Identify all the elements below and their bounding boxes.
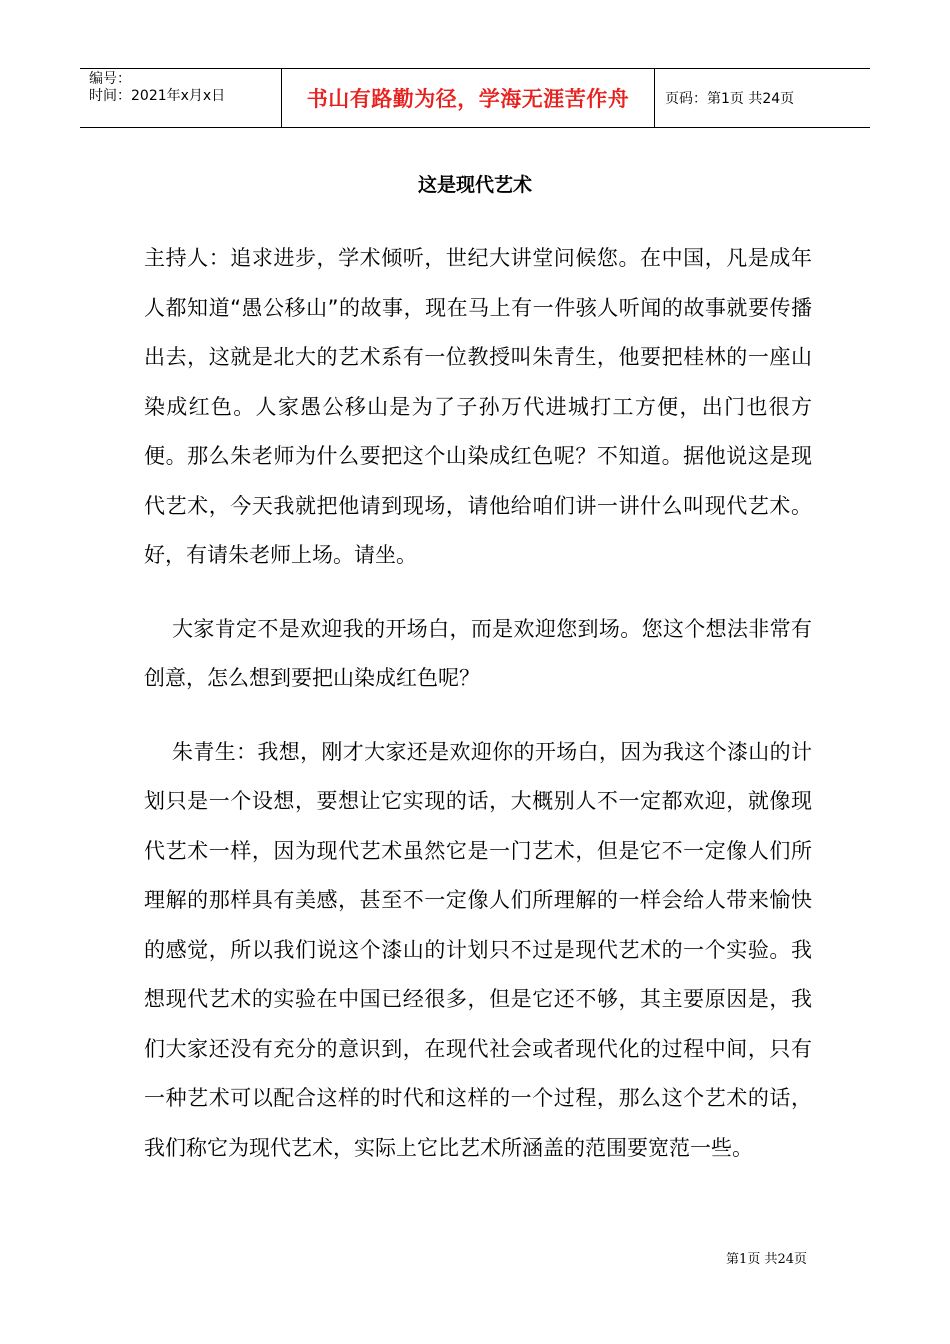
- document-header: [80, 68, 870, 128]
- paragraph-host-question: 大家肯定不是欢迎我的开场白，而是欢迎您到场。您这个想法非常有创意，怎么想到要把山染成红色呢？: [144, 616, 812, 690]
- page-info: 页码：第1页 共24页: [665, 91, 795, 107]
- document-body: [144, 234, 812, 1197]
- code-label: 编号：: [89, 71, 131, 87]
- header-motto-cell: [281, 69, 655, 127]
- motto-text: 书山有路勤为径，学海无涯苦作舟: [306, 86, 630, 111]
- page-footer: 第1页 共24页: [726, 1252, 807, 1267]
- paragraph-guest-answer: 朱青生：我想，刚才大家还是欢迎你的开场白，因为我这个漆山的计划只是一个设想，要想让它实现的话，大概别人不一定都欢迎，就像现代艺术一样，因为现代艺术虽然它是一门艺术，但是它不一定像人们所理解的那样具有美感，甚至不一定像人们所理解的一样会给人带来愉快的感觉，所以我们说这个漆山的计划只不过是现代艺术的一个实验。我想现代艺术的实验在中国已经很多，但是它还不够，其主要原因是，我们大家还没有充分的意识到，在现代社会或者现代化的过程中间，只有一种艺术可以配合这样的时代和这样的一个过程，那么这个艺术的话，我们称它为现代艺术，实际上它比艺术所涵盖的范围要宽范一些。: [144, 739, 812, 1160]
- paragraph-host-intro: 主持人：追求进步，学术倾听，世纪大讲堂问候您。在中国，凡是成年人都知道“愚公移山”的故事，现在马上有一件骇人听闻的故事就要传播出去，这就是北大的艺术系有一位教授叫朱青生，他要把桂林的一座山染成红色。人家愚公移山是为了子孙万代进城打工方便，出门也很方便。那么朱老师为什么要把这个山染成红色呢？不知道。据他说这是现代艺术，今天我就把他请到现场，请他给咱们讲一讲什么叫现代艺术。好，有请朱老师上场。请坐。: [144, 246, 812, 567]
- header-page-cell: [655, 69, 870, 127]
- document-title: 这是现代艺术: [417, 174, 532, 196]
- date-line: 时间：2021年x月x日: [89, 88, 226, 104]
- header-meta-cell: [80, 69, 281, 127]
